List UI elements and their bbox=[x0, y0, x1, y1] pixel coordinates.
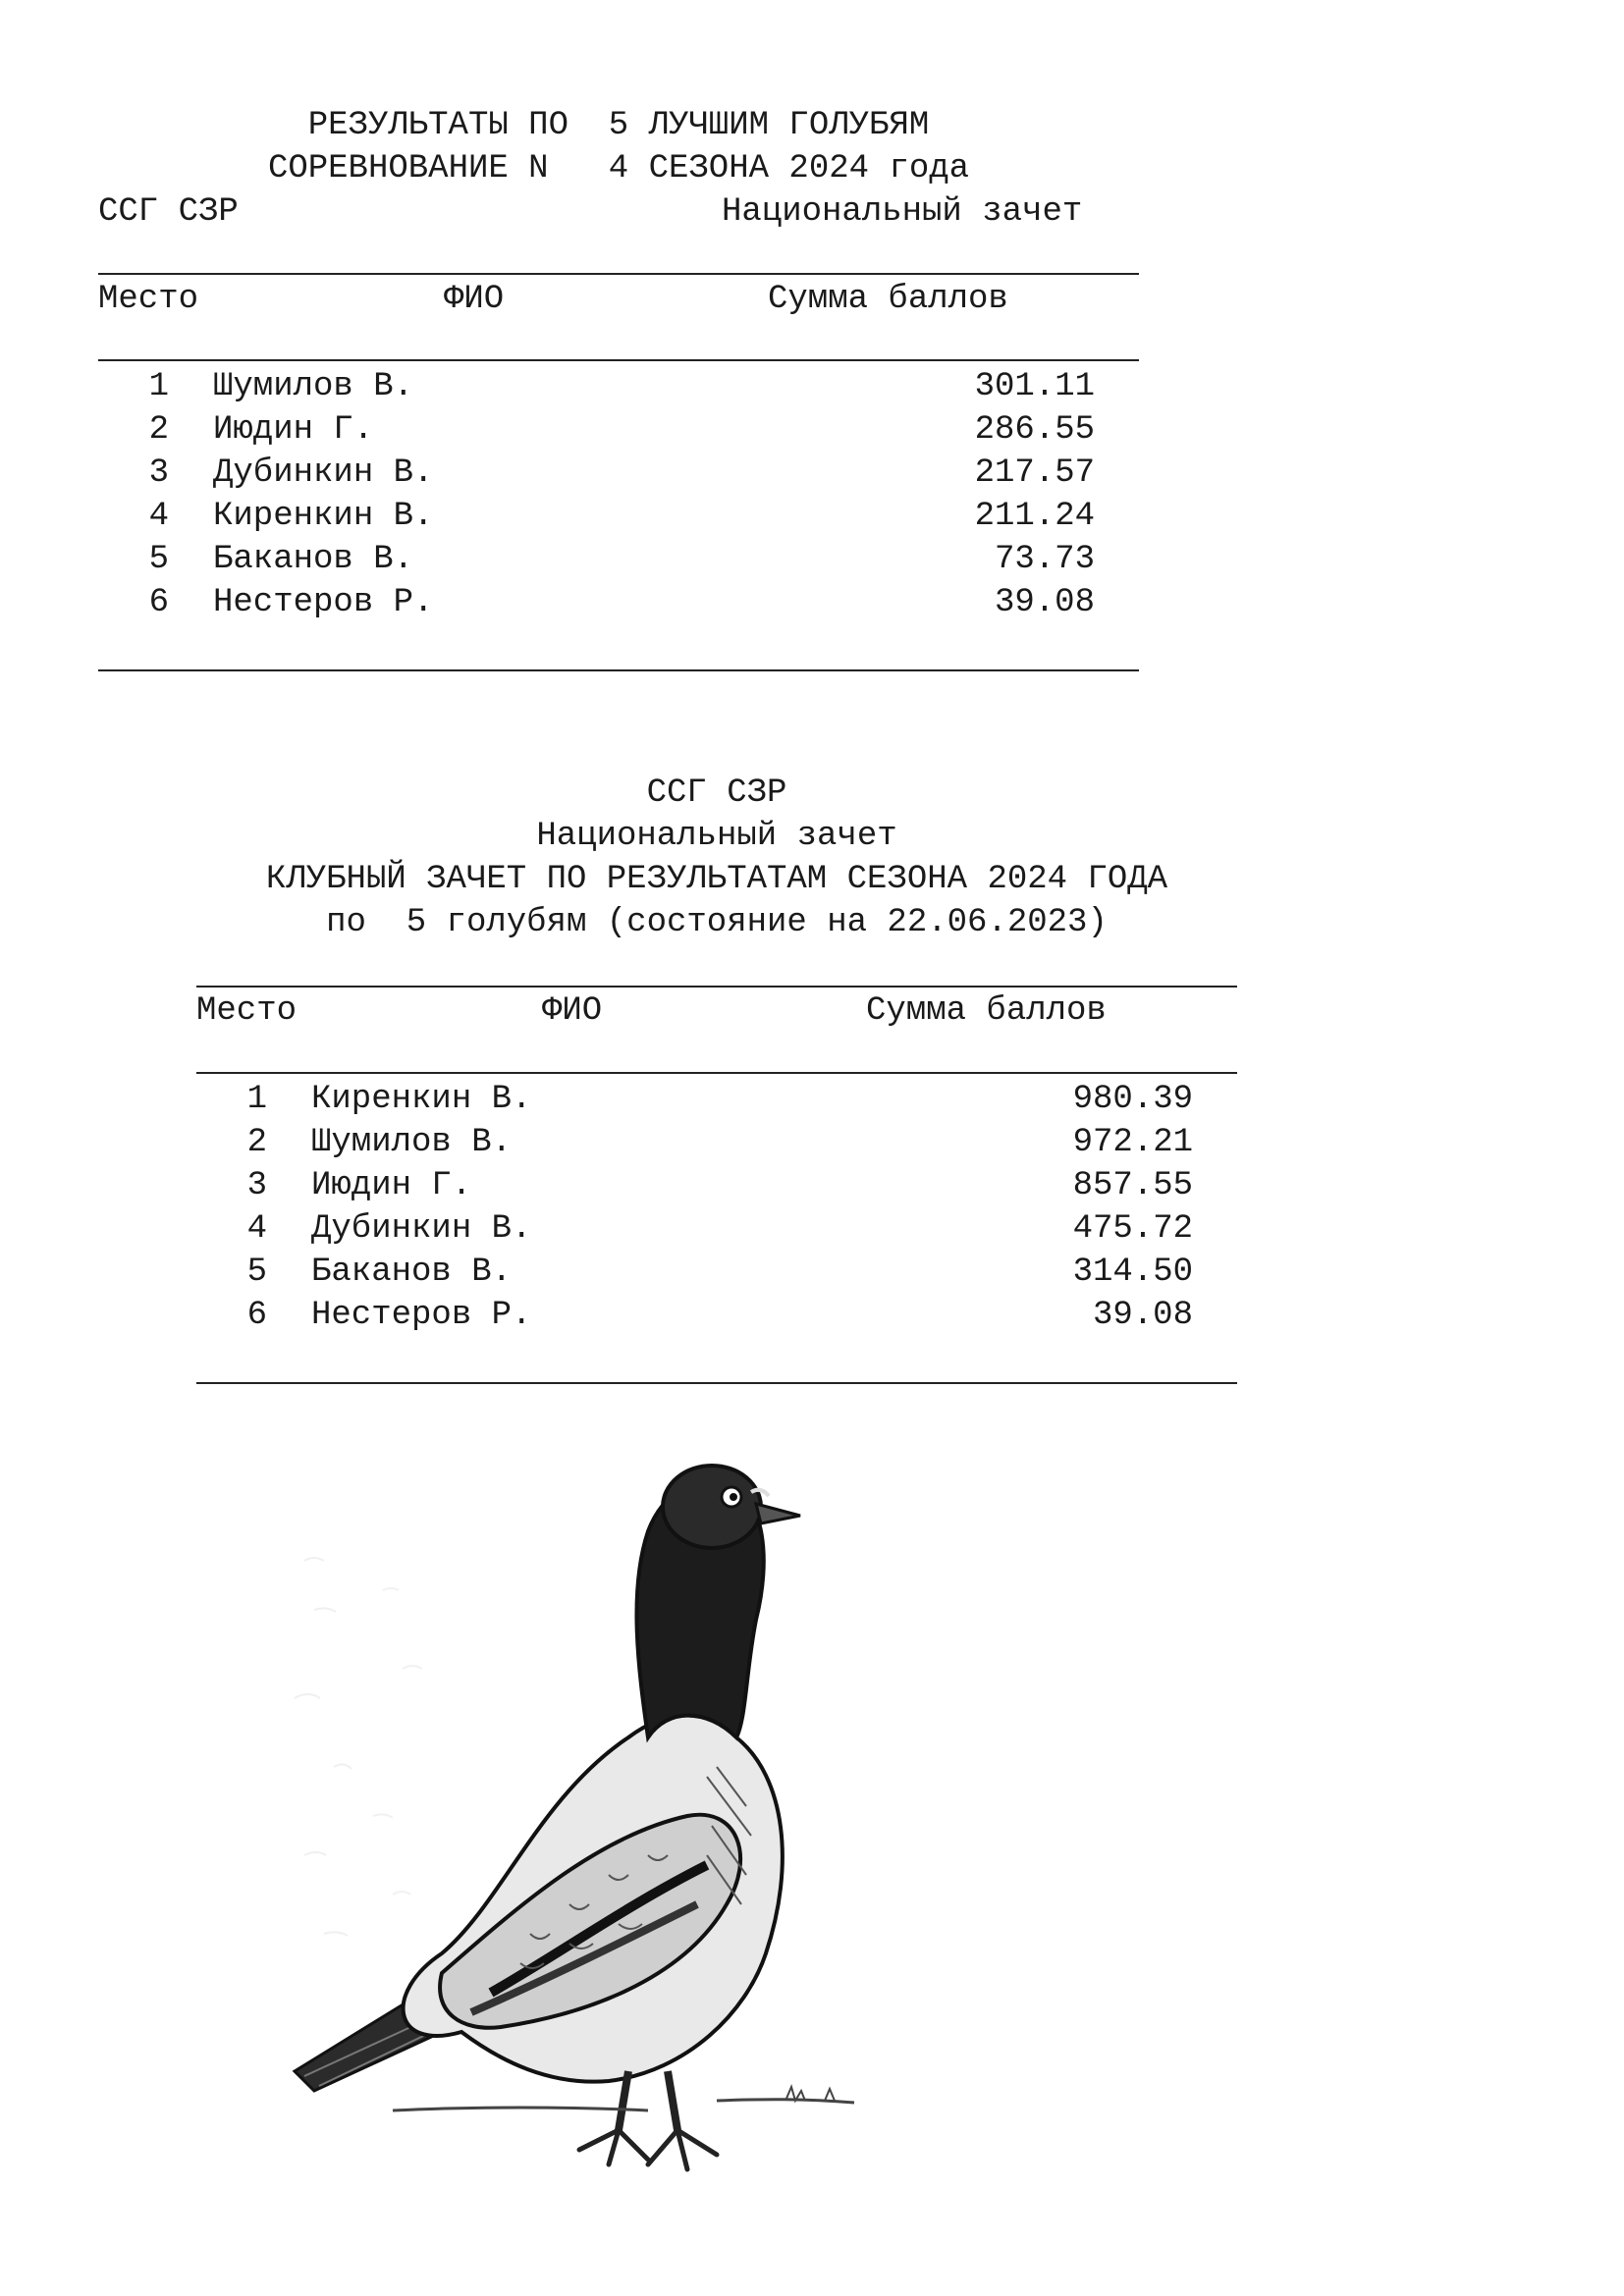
header-score: Сумма баллов bbox=[768, 281, 1008, 318]
section1-rule-bottom bbox=[98, 669, 1139, 671]
section1-title-line1: РЕЗУЛЬТАТЫ ПО 5 ЛУЧШИМ ГОЛУБЯМ bbox=[307, 107, 930, 144]
section2-title-line1: КЛУБНЫЙ ЗАЧЕТ ПО РЕЗУЛЬТАТАМ СЕЗОНА 2024 ГОДА bbox=[265, 861, 1168, 898]
row-place: 6 bbox=[246, 1297, 267, 1334]
row-name: Дубинкин В. bbox=[213, 454, 434, 492]
row-score: 73.73 bbox=[994, 541, 1095, 578]
section2-rule-header bbox=[196, 1072, 1237, 1074]
row-name: Нестеров Р. bbox=[213, 584, 434, 621]
table-row bbox=[98, 452, 1139, 495]
row-score: 39.08 bbox=[1092, 1297, 1193, 1334]
section2-org: ССГ СЗР bbox=[646, 774, 787, 812]
row-score: 972.21 bbox=[1072, 1124, 1193, 1161]
row-place: 3 bbox=[246, 1167, 267, 1204]
section2-rule-top bbox=[196, 986, 1237, 988]
row-place: 4 bbox=[246, 1210, 267, 1248]
table-row bbox=[98, 495, 1139, 538]
row-score: 211.24 bbox=[974, 498, 1095, 535]
section2-title-line2: по 5 голубям (состояние на 22.06.2023) bbox=[326, 904, 1108, 941]
row-name: Шумилов В. bbox=[213, 368, 414, 405]
header-score: Сумма баллов bbox=[866, 992, 1107, 1030]
header-place: Место bbox=[98, 281, 199, 318]
table-row bbox=[196, 1164, 1237, 1207]
row-score: 217.57 bbox=[974, 454, 1095, 492]
row-place: 1 bbox=[148, 368, 169, 405]
row-name: Баканов В. bbox=[311, 1254, 513, 1291]
row-place: 6 bbox=[148, 584, 169, 621]
row-name: Киренкин В. bbox=[213, 498, 434, 535]
row-place: 5 bbox=[246, 1254, 267, 1291]
row-score: 314.50 bbox=[1072, 1254, 1193, 1291]
header-name: ФИО bbox=[444, 281, 505, 318]
section1-rule-top bbox=[98, 273, 1139, 275]
row-score: 475.72 bbox=[1072, 1210, 1193, 1248]
row-place: 2 bbox=[246, 1124, 267, 1161]
table-row bbox=[98, 408, 1139, 452]
section1-category: Национальный зачет bbox=[722, 193, 1083, 231]
table-row bbox=[98, 365, 1139, 408]
table-row bbox=[196, 1251, 1237, 1294]
row-name: Киренкин В. bbox=[311, 1081, 532, 1118]
table-row bbox=[196, 1121, 1237, 1164]
row-place: 2 bbox=[148, 411, 169, 449]
row-name: Июдин Г. bbox=[311, 1167, 472, 1204]
row-score: 286.55 bbox=[974, 411, 1095, 449]
row-place: 1 bbox=[246, 1081, 267, 1118]
table-row bbox=[196, 1207, 1237, 1251]
row-place: 4 bbox=[148, 498, 169, 535]
row-name: Шумилов В. bbox=[311, 1124, 513, 1161]
section1-rule-header bbox=[98, 359, 1139, 361]
table-row bbox=[196, 1078, 1237, 1121]
section2-category: Национальный зачет bbox=[536, 818, 897, 855]
pigeon-drawing-icon bbox=[275, 1443, 962, 2189]
table-row bbox=[196, 1294, 1237, 1337]
section1-org: ССГ СЗР bbox=[98, 193, 239, 231]
table-row bbox=[98, 538, 1139, 581]
row-name: Баканов В. bbox=[213, 541, 414, 578]
table-row bbox=[98, 581, 1139, 624]
row-name: Нестеров Р. bbox=[311, 1297, 532, 1334]
row-place: 5 bbox=[148, 541, 169, 578]
section1-header-row bbox=[98, 278, 1139, 321]
row-place: 3 bbox=[148, 454, 169, 492]
row-score: 301.11 bbox=[974, 368, 1095, 405]
section1-title-line2: СОРЕВНОВАНИЕ N 4 СЕЗОНА 2024 года bbox=[267, 150, 970, 187]
row-score: 39.08 bbox=[994, 584, 1095, 621]
row-name: Июдин Г. bbox=[213, 411, 374, 449]
row-score: 980.39 bbox=[1072, 1081, 1193, 1118]
row-name: Дубинкин В. bbox=[311, 1210, 532, 1248]
section2-rule-bottom bbox=[196, 1382, 1237, 1384]
section2-header-row bbox=[196, 989, 1237, 1033]
row-score: 857.55 bbox=[1072, 1167, 1193, 1204]
header-place: Место bbox=[196, 992, 298, 1030]
header-name: ФИО bbox=[542, 992, 603, 1030]
